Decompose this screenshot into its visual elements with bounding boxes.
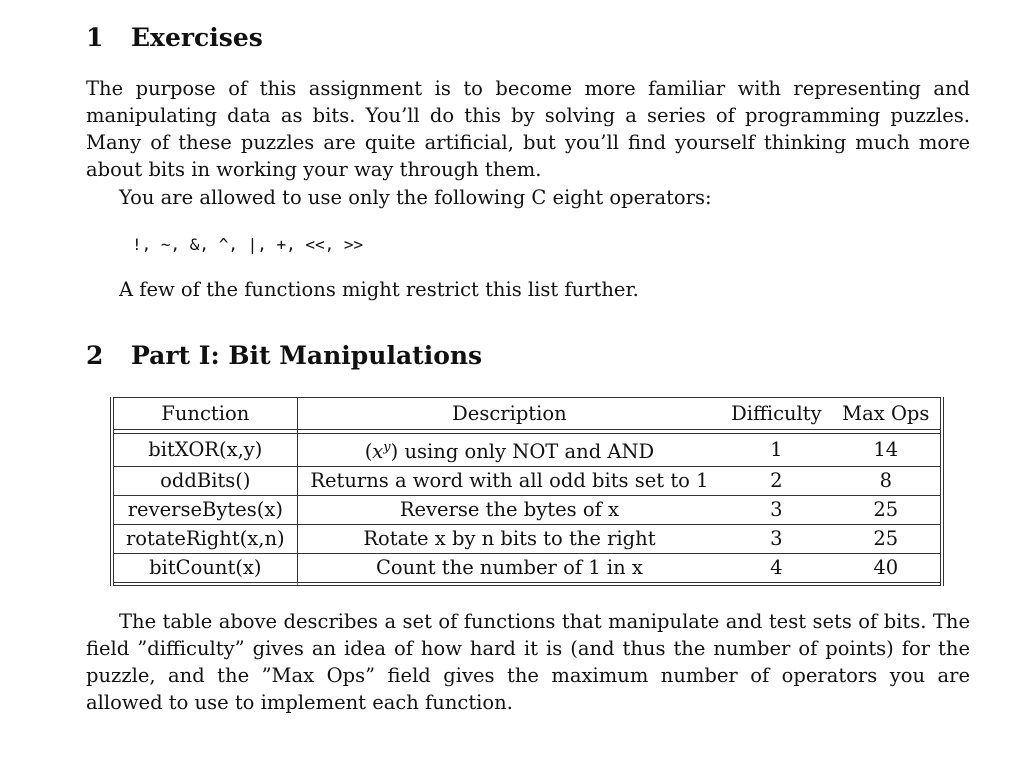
table-row — [114, 525, 940, 554]
cell-function: rotateRight(x,n) — [114, 525, 298, 554]
section-1-heading — [86, 23, 263, 53]
section-2-paragraph: The table above describes a set of functions that manipulate and test sets of bits. The field ”difficulty” gives an idea of how hard it is (and thus the number of points) for the puzzle, and the ”Max Ops” field gives the maximum number of operators you are allowed to use to implement each function. — [86, 610, 970, 714]
header-description: Description — [298, 397, 722, 429]
cell-max-ops: 25 — [832, 525, 940, 554]
cell-max-ops: 8 — [832, 467, 940, 496]
cell-description: Count the number of 1 in x — [298, 554, 722, 586]
cell-difficulty: 1 — [721, 434, 831, 467]
table-row — [114, 434, 940, 467]
cell-difficulty: 3 — [721, 525, 831, 554]
cell-function: bitXOR(x,y) — [114, 434, 298, 467]
header-max-ops: Max Ops — [832, 397, 940, 429]
cell-difficulty: 4 — [721, 554, 831, 586]
table-row — [114, 554, 940, 586]
functions-table — [110, 397, 944, 586]
cell-difficulty: 3 — [721, 496, 831, 525]
section-2-title: Part I: Bit Manipulations — [131, 341, 483, 370]
cell-function: reverseBytes(x) — [114, 496, 298, 525]
table-row — [114, 496, 940, 525]
cell-function: bitCount(x) — [114, 554, 298, 586]
section-1-paragraph-3: A few of the functions might restrict this list further. — [119, 278, 639, 301]
section-1-paragraph-1: The purpose of this assignment is to become more familiar with representing and manipulating data as bits. You’ll do this by solving a series of programming puzzles. Many of these puzzles are quite artificial, but you’ll find yourself thinking much more about bits in working your way through them. — [86, 77, 970, 181]
operator-list: !, ~, &, ^, |, +, <<, >> — [132, 235, 364, 254]
cell-description: Returns a word with all odd bits set to 1 — [298, 467, 722, 496]
cell-difficulty: 2 — [721, 467, 831, 496]
table-header-row — [114, 397, 940, 429]
cell-max-ops: 14 — [832, 434, 940, 467]
section-2-heading — [86, 341, 482, 371]
cell-description: $(x^y)$ using only NOT and AND — [298, 434, 722, 467]
header-difficulty: Difficulty — [721, 397, 831, 429]
cell-description: Rotate x by n bits to the right — [298, 525, 722, 554]
cell-max-ops: 25 — [832, 496, 940, 525]
section-1-paragraph-2: You are allowed to use only the following C eight operators: — [119, 186, 712, 209]
table-row — [114, 467, 940, 496]
cell-description: Reverse the bytes of x — [298, 496, 722, 525]
header-function: Function — [114, 397, 298, 429]
section-2-number: 2 — [86, 341, 104, 370]
cell-function: oddBits() — [114, 467, 298, 496]
functions-table-wrapper — [110, 397, 944, 585]
section-1-title: Exercises — [131, 23, 263, 52]
cell-max-ops: 40 — [832, 554, 940, 586]
section-1-number: 1 — [86, 23, 104, 52]
